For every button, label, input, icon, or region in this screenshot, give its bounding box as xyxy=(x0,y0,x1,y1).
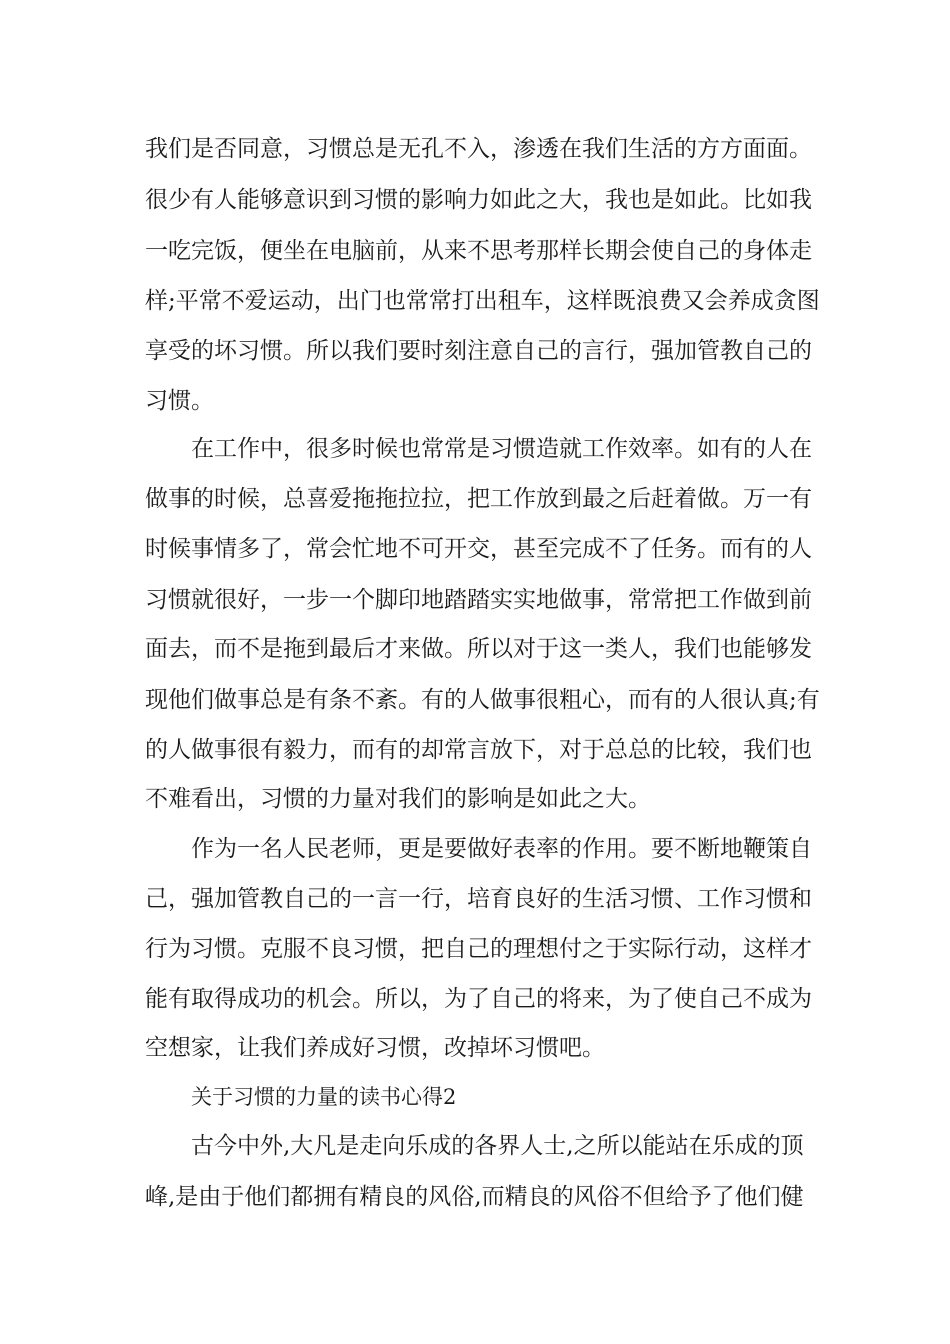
text-line: 现他们做事总是有条不紊。有的人做事很粗心，而有的人很认真;有 xyxy=(145,687,820,713)
text-line: 行为习惯。克服不良习惯，把自己的理想付之于实际行动，这样才 xyxy=(145,936,812,962)
text-line: 样;平常不爱运动，出门也常常打出租车，这样既浪费又会养成贪图 xyxy=(145,288,820,314)
section-heading: 关于习惯的力量的读书心得2 xyxy=(191,1085,457,1109)
text-line: 我们是否同意，习惯总是无孔不入，渗透在我们生活的方方面面。 xyxy=(145,136,812,162)
text-line: 能有取得成功的机会。所以，为了自己的将来，为了使自己不成为 xyxy=(145,986,812,1012)
text-line: 一吃完饭，便坐在电脑前，从来不思考那样长期会使自己的身体走 xyxy=(145,238,812,264)
text-line: 空想家，让我们养成好习惯，改掉坏习惯吧。 xyxy=(145,1035,605,1061)
paragraph-first-line: 在工作中，很多时候也常常是习惯造就工作效率。如有的人在 xyxy=(191,436,812,462)
text-line: 己，强加管教自己的一言一行，培育良好的生活习惯、工作习惯和 xyxy=(145,886,812,912)
text-line: 面去，而不是拖到最后才来做。所以对于这一类人，我们也能够发 xyxy=(145,636,812,662)
text-line: 做事的时候，总喜爱拖拖拉拉，把工作放到最之后赶着做。万一有 xyxy=(145,486,812,512)
text-line: 享受的坏习惯。所以我们要时刻注意自己的言行，强加管教自己的 xyxy=(145,338,812,364)
text-line: 很少有人能够意识到习惯的影响力如此之大，我也是如此。比如我 xyxy=(145,187,812,213)
paragraph-first-line: 古今中外,大凡是走向乐成的各界人士,之所以能站在乐成的顶 xyxy=(191,1133,804,1159)
text-line: 习惯。 xyxy=(145,388,214,414)
text-line: 时候事情多了，常会忙地不可开交，甚至完成不了任务。而有的人 xyxy=(145,536,812,562)
text-line: 习惯就很好，一步一个脚印地踏踏实实地做事，常常把工作做到前 xyxy=(145,587,812,613)
paragraph-first-line: 作为一名人民老师，更是要做好表率的作用。要不断地鞭策自 xyxy=(191,836,812,862)
text-line: 的人做事很有毅力，而有的却常言放下，对于总总的比较，我们也 xyxy=(145,737,812,763)
text-line: 不难看出，习惯的力量对我们的影响是如此之大。 xyxy=(145,786,651,812)
text-line: 峰,是由于他们都拥有精良的风俗,而精良的风俗不但给予了他们健 xyxy=(145,1184,804,1210)
